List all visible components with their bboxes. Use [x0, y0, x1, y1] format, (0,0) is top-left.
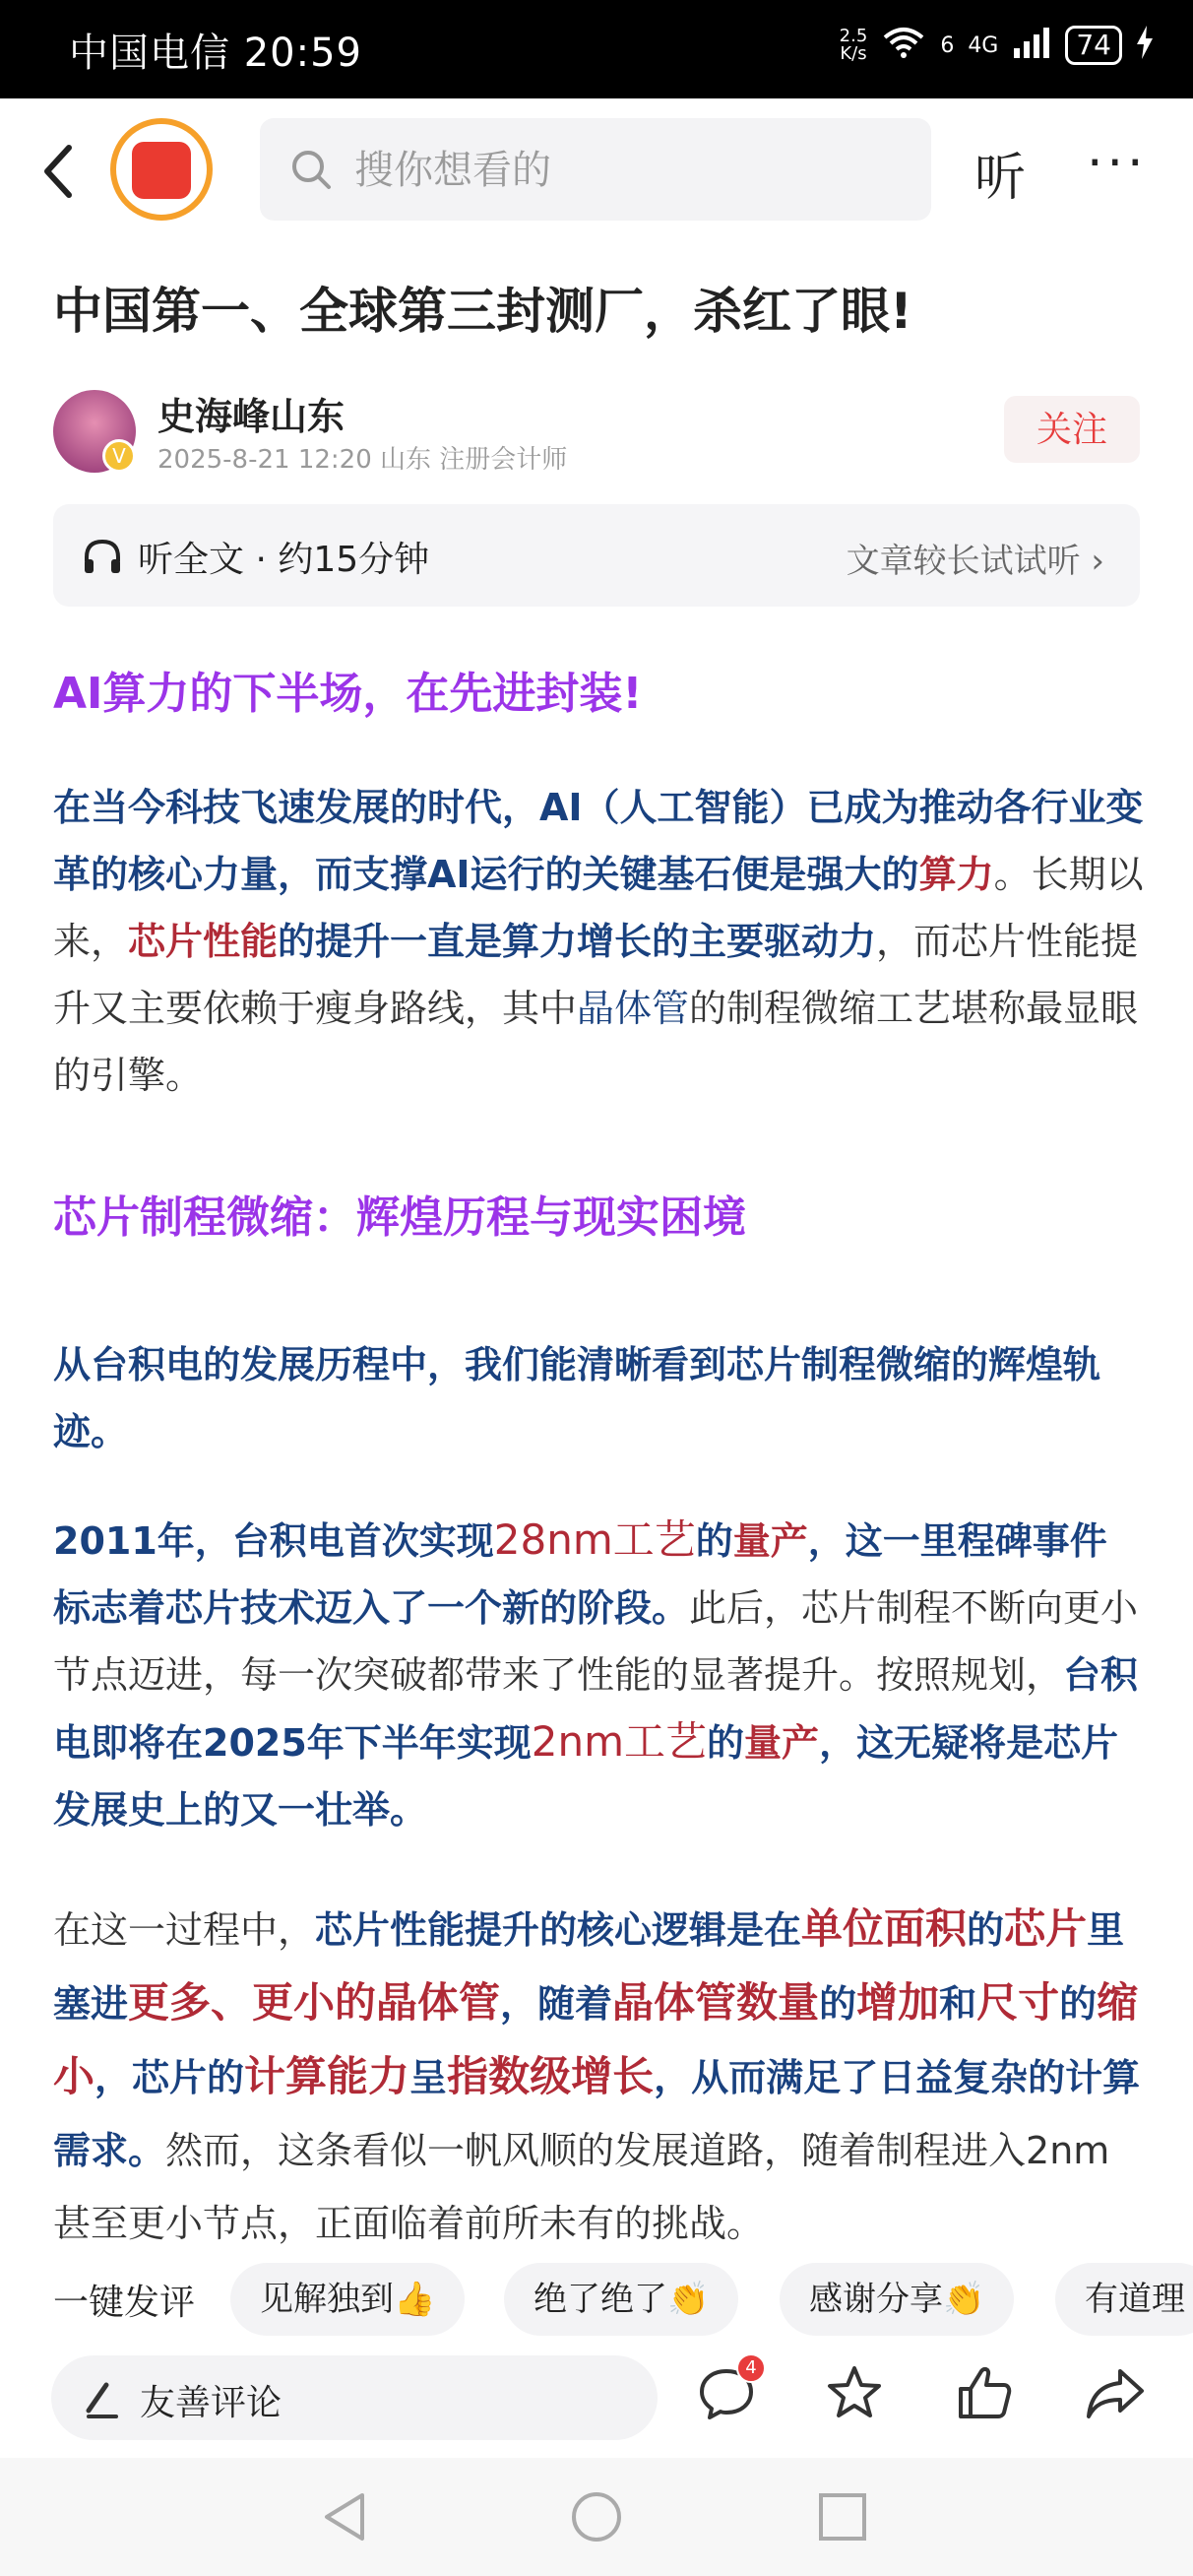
p3-text: 量产 — [744, 1721, 820, 1765]
top-bar — [0, 98, 1193, 246]
signal-label: 4G — [968, 32, 999, 58]
more-options-button[interactable]: ··· — [1087, 134, 1148, 193]
quick-comment-chip[interactable]: 有道理 — [1055, 2263, 1193, 2336]
net-speed-unit: K/s — [840, 43, 867, 64]
p4-text: 晶体管数量 — [612, 1978, 820, 2027]
p4-text: 的 — [1059, 1982, 1098, 2026]
quick-comment-chip[interactable]: 见解独到👍 — [230, 2263, 465, 2336]
p4-text: 呈 — [409, 2056, 448, 2099]
paragraph-2 — [53, 1331, 1144, 1465]
p4-text: ，随着 — [500, 1982, 613, 2026]
heading-process-shrink — [53, 1182, 1144, 1245]
star-icon[interactable] — [825, 2363, 884, 2426]
p4-text: 指数级增长 — [447, 2052, 655, 2100]
p4-text: 里塞进 — [53, 1908, 1125, 2026]
pencil-icon — [81, 2377, 124, 2424]
nav-back-icon[interactable] — [319, 2489, 370, 2548]
heading-ai-compute — [53, 658, 1144, 721]
red-envelope-icon — [132, 142, 191, 199]
paragraph-4 — [53, 1893, 1144, 2260]
p4-text: 的 — [819, 1982, 857, 2026]
status-bar — [0, 0, 1193, 98]
p4-text: 芯片性能提升的核心逻辑是在 — [315, 1908, 802, 1952]
comment-count-badge: 4 — [736, 2353, 766, 2383]
section-heading-2: 芯片制程微缩：辉煌历程与现实困境 — [53, 1192, 746, 1243]
listen-full-article-bar[interactable] — [53, 504, 1140, 607]
listen-button[interactable]: 听 — [974, 149, 1027, 208]
p4-text: 芯片 — [1004, 1904, 1088, 1953]
wifi-label: 6 — [940, 32, 955, 58]
charging-icon — [1136, 26, 1154, 65]
back-button[interactable] — [39, 142, 89, 201]
p4-text: 缩小 — [53, 1978, 1139, 2100]
p3-text: ，这无疑将是芯片发展史上的又一壮举。 — [53, 1721, 1119, 1832]
status-icons — [840, 26, 1154, 65]
follow-button[interactable]: 关注 — [1004, 396, 1140, 463]
p4-text: 然而，这条看似一帆风顺的发展道路，随着制程进入2nm甚至更小节点，正面临着前所未有的挑战。 — [53, 2129, 1110, 2245]
p3-text: ，这一里程碑事件标志着芯片技术迈入了一个新的阶段。 — [53, 1519, 1107, 1630]
app-logo[interactable] — [110, 118, 213, 221]
p4-text: 在这一过程中， — [53, 1908, 316, 1952]
p4-text: 的 — [967, 1908, 1005, 1952]
quick-comment-label: 一键发评 — [53, 2283, 196, 2323]
p4-text: 单位面积 — [801, 1904, 968, 1953]
thumbs-up-icon[interactable] — [955, 2363, 1014, 2426]
p1-text: 芯片性能 — [128, 920, 279, 963]
paragraph-3 — [53, 1507, 1144, 1843]
paragraph-1 — [53, 774, 1144, 1109]
wifi-icon — [881, 26, 926, 65]
p1-text: 。长期以来， — [53, 853, 1144, 963]
p4-text: 增加 — [856, 1978, 940, 2027]
p3-text: 台积电即将在2025年下半年实现 — [53, 1653, 1139, 1765]
signal-icon — [1012, 27, 1051, 64]
p4-text: 尺寸 — [976, 1978, 1060, 2027]
search-bar[interactable] — [260, 118, 931, 221]
quick-comment-bar — [0, 2263, 1193, 2342]
p3-text: 此后，芯片制程不断向更小节点迈进，每一次突破都带来了性能的显著提升。按照规划， — [53, 1586, 1139, 1697]
p4-text: ，从而满足了日益复杂的计算需求。 — [53, 2056, 1141, 2172]
bottom-action-bar — [0, 2350, 1193, 2458]
battery-indicator: 74 — [1065, 26, 1122, 65]
back-arrow-icon — [39, 142, 79, 201]
p1-text: ，而芯片性能提升又主要依赖于瘦身路线，其中 — [53, 920, 1139, 1030]
p1-text: 晶体管 — [577, 987, 690, 1030]
author-name[interactable]: 史海峰山东 — [157, 395, 345, 438]
p3-text: 2011年，台积电首次实现 — [53, 1519, 494, 1563]
listen-hint[interactable]: 文章较长试试听 › — [846, 542, 1104, 581]
comment-input[interactable] — [51, 2355, 658, 2440]
article-title: 中国第一、全球第三封测厂，杀红了眼! — [53, 283, 912, 340]
carrier-time: 中国电信 20:59 — [69, 31, 362, 76]
p4-text: 更多、更小的晶体管 — [128, 1978, 501, 2027]
net-speed-value: 2.5 — [839, 26, 868, 46]
p3-text: 的 — [695, 1519, 733, 1563]
p3-text: 2nm工艺 — [531, 1717, 708, 1766]
p1-text: 在当今科技飞速发展的时代，AI（人工智能）已成为推动各行业变革的核心力量，而支撑AI运行的关键基石便是强大的 — [53, 786, 1144, 896]
search-icon — [289, 148, 333, 195]
quick-comment-chip[interactable]: 感谢分享👏 — [780, 2263, 1014, 2336]
p2-text: 从台积电的发展历程中，我们能清晰看到芯片制程微缩的辉煌轨迹。 — [53, 1343, 1101, 1453]
share-icon[interactable] — [1085, 2363, 1146, 2426]
p4-text: 和 — [939, 1982, 977, 2026]
nav-recents-icon[interactable] — [817, 2491, 868, 2546]
comment-placeholder: 友善评论 — [140, 2383, 283, 2423]
search-input[interactable] — [352, 140, 908, 201]
p1-text: 的提升一直是算力增长的主要驱动力 — [278, 920, 877, 963]
p3-text: 28nm工艺 — [493, 1515, 696, 1564]
p1-text: 的制程微缩工艺堪称最显眼的引擎。 — [53, 987, 1139, 1097]
verified-badge-icon: V — [102, 439, 136, 473]
net-speed — [840, 28, 868, 63]
p3-text: 量产 — [732, 1519, 808, 1563]
quick-comment-chip[interactable]: 绝了绝了👏 — [504, 2263, 738, 2336]
nav-home-icon[interactable] — [569, 2489, 624, 2548]
author-meta: 2025-8-21 12:20 山东 注册会计师 — [157, 445, 568, 475]
p4-text: 计算能力 — [244, 2052, 410, 2100]
system-nav-bar — [0, 2458, 1193, 2576]
p4-text: ，芯片的 — [94, 2056, 245, 2099]
p1-text: 算力 — [918, 853, 994, 896]
headphones-icon — [83, 538, 122, 579]
section-heading-1: AI算力的下半场，在先进封装! — [53, 669, 643, 719]
listen-full-label: 听全文 · 约15分钟 — [138, 540, 430, 580]
p3-text: 的 — [707, 1721, 745, 1765]
